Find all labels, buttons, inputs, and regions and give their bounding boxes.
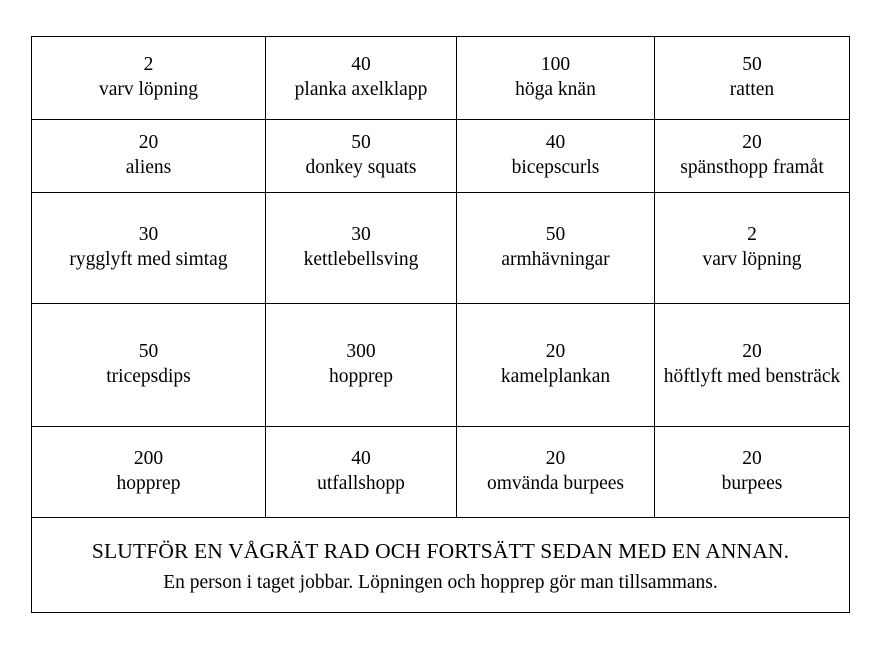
exercise-count: 50 (742, 54, 762, 76)
exercise-cell-content (266, 445, 456, 499)
exercise-cell-content (32, 221, 265, 275)
exercise-count: 50 (545, 224, 566, 246)
exercise-cell-content (32, 51, 265, 105)
exercise-cell-content (32, 445, 265, 499)
exercise-cell[interactable] (655, 37, 850, 120)
workout-bingo-table (31, 36, 850, 613)
exercise-count: 2 (747, 224, 757, 246)
exercise-cell[interactable] (266, 120, 457, 193)
exercise-name: donkey squats (305, 157, 417, 178)
exercise-count: 20 (545, 448, 566, 470)
exercise-cell-content (266, 221, 456, 275)
exercise-count: 20 (742, 132, 762, 154)
exercise-count: 50 (138, 341, 159, 363)
exercise-cell-content (457, 51, 654, 105)
instruction-secondary: En person i taget jobbar. Löpningen och hopprep gör man tillsammans. (163, 571, 718, 593)
table-row (32, 193, 850, 304)
exercise-cell-content (457, 445, 654, 499)
exercise-cell[interactable] (266, 427, 457, 518)
exercise-count: 40 (545, 132, 566, 154)
exercise-name: spänsthopp framåt (680, 157, 824, 178)
exercise-name: planka axelklapp (294, 79, 428, 100)
exercise-cell[interactable] (32, 304, 266, 427)
exercise-cell-content (32, 338, 265, 392)
exercise-count: 30 (138, 224, 159, 246)
exercise-cell[interactable] (655, 193, 850, 304)
exercise-cell[interactable] (266, 304, 457, 427)
exercise-name: ratten (729, 79, 775, 100)
exercise-cell-content (266, 338, 456, 392)
table-row (32, 304, 850, 427)
instruction-row (32, 518, 850, 613)
exercise-cell-content (32, 129, 265, 183)
exercise-cell-content (266, 129, 456, 183)
exercise-name: varv löpning (98, 79, 199, 100)
exercise-count: 2 (143, 54, 154, 76)
exercise-cell[interactable] (457, 120, 655, 193)
exercise-count: 40 (351, 448, 371, 470)
exercise-name: tricepsdips (106, 366, 191, 387)
exercise-cell[interactable] (32, 120, 266, 193)
exercise-name: aliens (125, 157, 172, 178)
exercise-count: 20 (742, 341, 762, 363)
exercise-name: bicepscurls (511, 157, 600, 178)
exercise-cell[interactable] (32, 37, 266, 120)
exercise-name: höftlyft med bensträck (663, 366, 841, 387)
exercise-name: kamelplankan (500, 366, 611, 387)
exercise-cell-content (655, 338, 849, 392)
exercise-name: omvända burpees (487, 473, 624, 494)
exercise-cell-content (655, 129, 849, 183)
exercise-count: 20 (138, 132, 159, 154)
exercise-cell[interactable] (457, 37, 655, 120)
exercise-cell-content (457, 129, 654, 183)
exercise-name: hopprep (116, 473, 181, 494)
exercise-cell[interactable] (457, 193, 655, 304)
exercise-count: 100 (540, 54, 571, 76)
exercise-name: burpees (721, 473, 783, 494)
table-body (32, 37, 850, 613)
exercise-cell-content (655, 445, 849, 499)
exercise-cell-content (655, 51, 849, 105)
exercise-cell[interactable] (266, 193, 457, 304)
exercise-cell[interactable] (655, 304, 850, 427)
exercise-cell-content (655, 221, 849, 275)
exercise-cell[interactable] (655, 120, 850, 193)
exercise-count: 30 (351, 224, 371, 246)
exercise-name: rygglyft med simtag (69, 249, 228, 270)
exercise-count: 40 (351, 54, 371, 76)
exercise-name: hopprep (329, 366, 393, 387)
table-row (32, 120, 850, 193)
exercise-cell[interactable] (32, 427, 266, 518)
exercise-cell[interactable] (457, 304, 655, 427)
exercise-count: 50 (351, 132, 371, 154)
exercise-name: varv löpning (702, 249, 802, 270)
exercise-cell[interactable] (655, 427, 850, 518)
instruction-cell (32, 518, 850, 613)
exercise-count: 20 (742, 448, 762, 470)
exercise-count: 200 (133, 448, 164, 470)
exercise-cell[interactable] (32, 193, 266, 304)
exercise-cell-content (457, 338, 654, 392)
exercise-count: 20 (545, 341, 566, 363)
exercise-name: höga knän (515, 79, 596, 100)
exercise-name: armhävningar (501, 249, 610, 270)
exercise-cell-content (266, 51, 456, 105)
exercise-name: kettlebellsving (303, 249, 419, 270)
exercise-cell-content (457, 221, 654, 275)
exercise-cell[interactable] (266, 37, 457, 120)
exercise-cell[interactable] (457, 427, 655, 518)
exercise-name: utfallshopp (317, 473, 405, 494)
instruction-primary: SLUTFÖR EN VÅGRÄT RAD OCH FORTSÄTT SEDAN MED EN ANNAN. (91, 539, 790, 564)
exercise-count: 300 (346, 341, 376, 363)
table-row (32, 37, 850, 120)
table-row (32, 427, 850, 518)
